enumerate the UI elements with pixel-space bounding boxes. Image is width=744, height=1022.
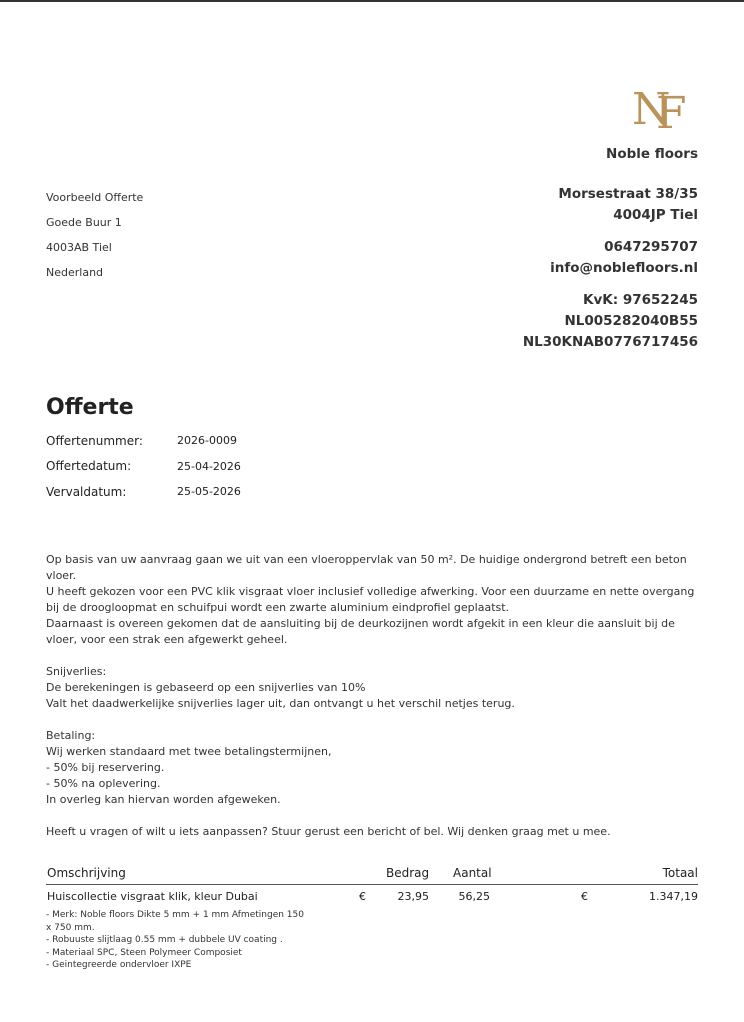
quote-number-row: [46, 428, 241, 454]
item-total-currency: €: [581, 890, 588, 903]
payment-paragraph: Betaling: Wij werken standaard met twee betalingstermijnen, - 50% bij reservering. - 50% na oplevering. In overleg kan hiervan worden afgeweken.: [46, 729, 332, 806]
company-vat: NL005282040B55: [564, 313, 698, 329]
noble-floors-logo: [630, 80, 694, 132]
quote-date-row: [46, 454, 241, 480]
expiry-date: 25-05-2026: [177, 485, 241, 499]
company-name: Noble floors: [606, 146, 698, 162]
item-notes: - Merk: Noble floors Dikte 5 mm + 1 mm Afmetingen 150 x 750 mm. - Robuuste slijtlaag 0.55 mm + dubbele UV coating . - Materiaal SPC, Steen Polymeer Composiet - Geintegreerde ondervloer IXPE: [46, 910, 304, 970]
client-city: 4003AB Tiel: [46, 241, 112, 254]
header-total: Totaal: [662, 866, 698, 880]
company-details: [523, 146, 698, 353]
intro-paragraph: Op basis van uw aanvraag gaan we uit van een vloeroppervlak van 50 m². De huidige ondergrond betreft een beton vloer. U heeft gekozen voor een PVC klik visgraat vloer inclusief volledige afwerking. Voor een duurzame en nette overgang bij de droogloopmat en schuifpui wordt een zwarte aluminium eindprofiel geplaatst. Daarnaast is overeen gekomen dat de aansluiting bij de deurkozijnen wordt afgekit in een kleur die aansluit bij de vloer, voor een strak een afgewerkt geheel.: [46, 553, 695, 646]
table-header: [46, 864, 698, 885]
table-row: [46, 885, 698, 907]
quote-number-label: Offertenummer:: [46, 433, 143, 448]
item-total: 1.347,19: [649, 890, 698, 903]
line-items-table: [46, 864, 698, 972]
quote-metadata: [46, 428, 241, 505]
client-street: Goede Buur 1: [46, 216, 122, 229]
document-title: Offerte: [46, 395, 134, 420]
header-description: Omschrijving: [47, 866, 126, 880]
header-qty: Aantal: [453, 866, 492, 880]
company-phone: 0647295707: [604, 239, 698, 255]
expiry-date-label: Vervaldatum:: [46, 484, 127, 499]
cutting-loss-paragraph: Snijverlies: De berekeningen is gebaseerd op een snijverlies van 10% Valt het daadwerkelijke snijverlies lager uit, dan ontvangt u het verschil netjes terug.: [46, 665, 515, 710]
quote-number: 2026-0009: [177, 434, 237, 448]
company-city: 4004JP Tiel: [613, 207, 698, 223]
client-country: Nederland: [46, 266, 104, 279]
company-kvk: KvK: 97652245: [583, 292, 698, 308]
closing-paragraph: Heeft u vragen of wilt u iets aanpassen? Stuur gerust een bericht of bel. Wij denken graag met u mee.: [46, 825, 611, 838]
quote-date: 25-04-2026: [177, 459, 241, 473]
company-street: Morsestraat 38/35: [558, 186, 698, 202]
svg-text:N: N: [632, 84, 661, 132]
item-qty: 56,25: [458, 890, 490, 903]
top-border: [0, 0, 744, 2]
client-address: [46, 185, 143, 285]
header-price: Bedrag: [386, 866, 430, 880]
quote-body: [46, 552, 706, 840]
item-price: 23,95: [397, 890, 429, 903]
item-currency: €: [359, 890, 366, 903]
item-description: Huiscollectie visgraat klik, kleur Dubai: [47, 890, 258, 903]
company-email: info@noblefloors.nl: [550, 260, 698, 276]
company-iban: NL30KNAB0776717456: [522, 334, 698, 350]
svg-text:F: F: [656, 88, 687, 132]
client-name: Voorbeeld Offerte: [46, 191, 144, 204]
quote-date-label: Offertedatum:: [46, 459, 132, 474]
expiry-date-row: [46, 479, 241, 505]
